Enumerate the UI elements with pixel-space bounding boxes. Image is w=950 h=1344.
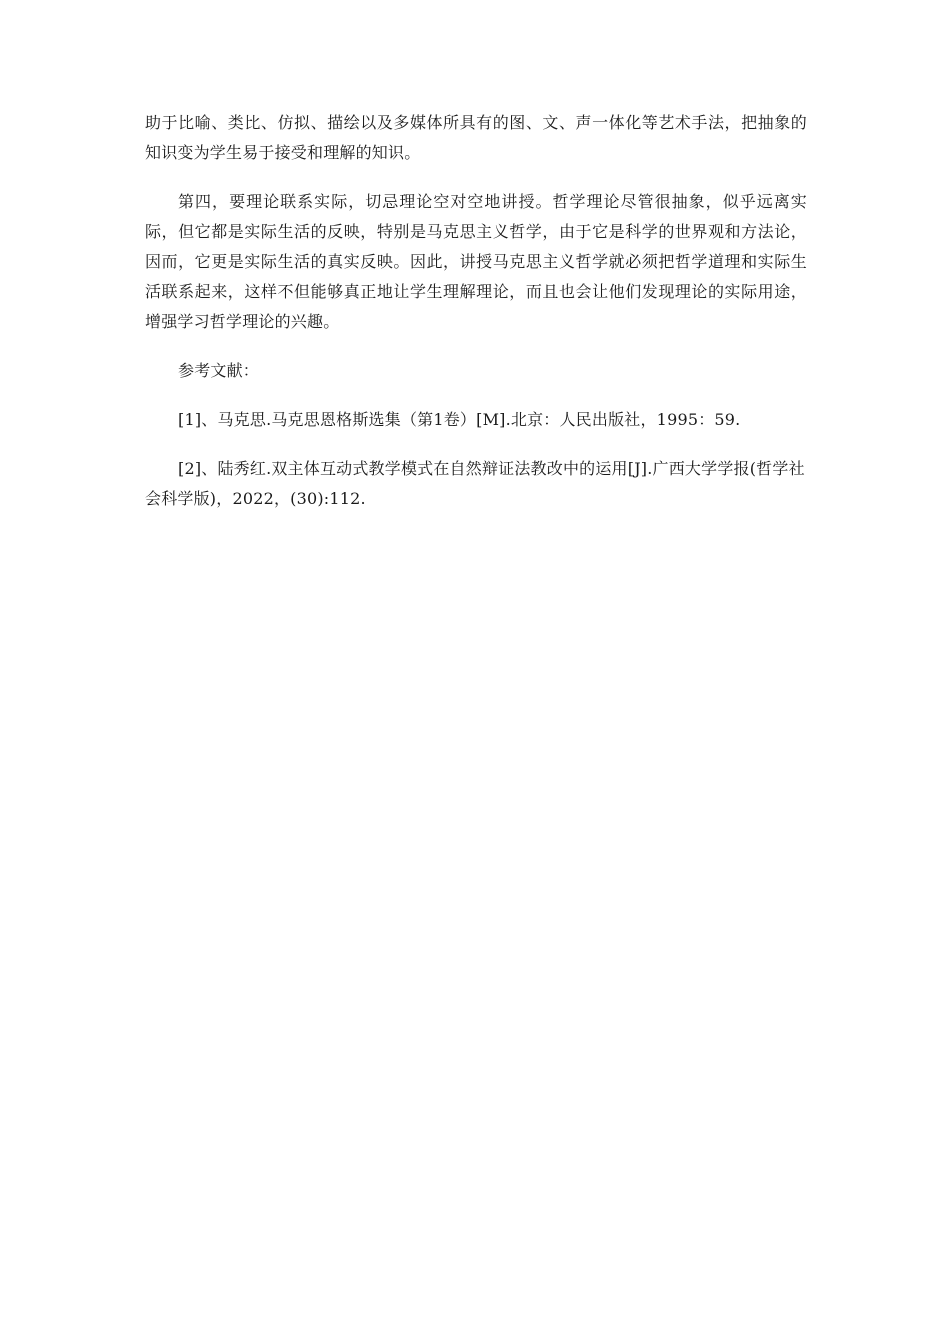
paragraph-continuation: 助于比喻、类比、仿拟、描绘以及多媒体所具有的图、文、声一体化等艺术手法，把抽象的知识变为学生易于接受和理解的知识。 [145,113,807,162]
document-body [145,108,807,533]
reference-item-1: [1]、马克思.马克思恩格斯选集（第1卷）[M].北京：人民出版社，1995：59. [178,410,741,429]
references-heading: 参考文献： [178,361,260,380]
reference-item-2: [2]、陆秀红.双主体互动式教学模式在自然辩证法教改中的运用[J].广西大学学报(哲学社会科学版)，2022，(30):112. [145,459,805,508]
paragraph-fourth-point: 第四，要理论联系实际，切忌理论空对空地讲授。哲学理论尽管很抽象，似乎远离实际，但它都是实际生活的反映，特别是马克思主义哲学，由于它是科学的世界观和方法论，因而，它更是实际生活的真实反映。因此，讲授马克思主义哲学就必须把哲学道理和实际生活联系起来，这样不但能够真正地让学生理解理论，而且也会让他们发现理论的实际用途，增强学习哲学理论的兴趣。 [145,192,807,331]
